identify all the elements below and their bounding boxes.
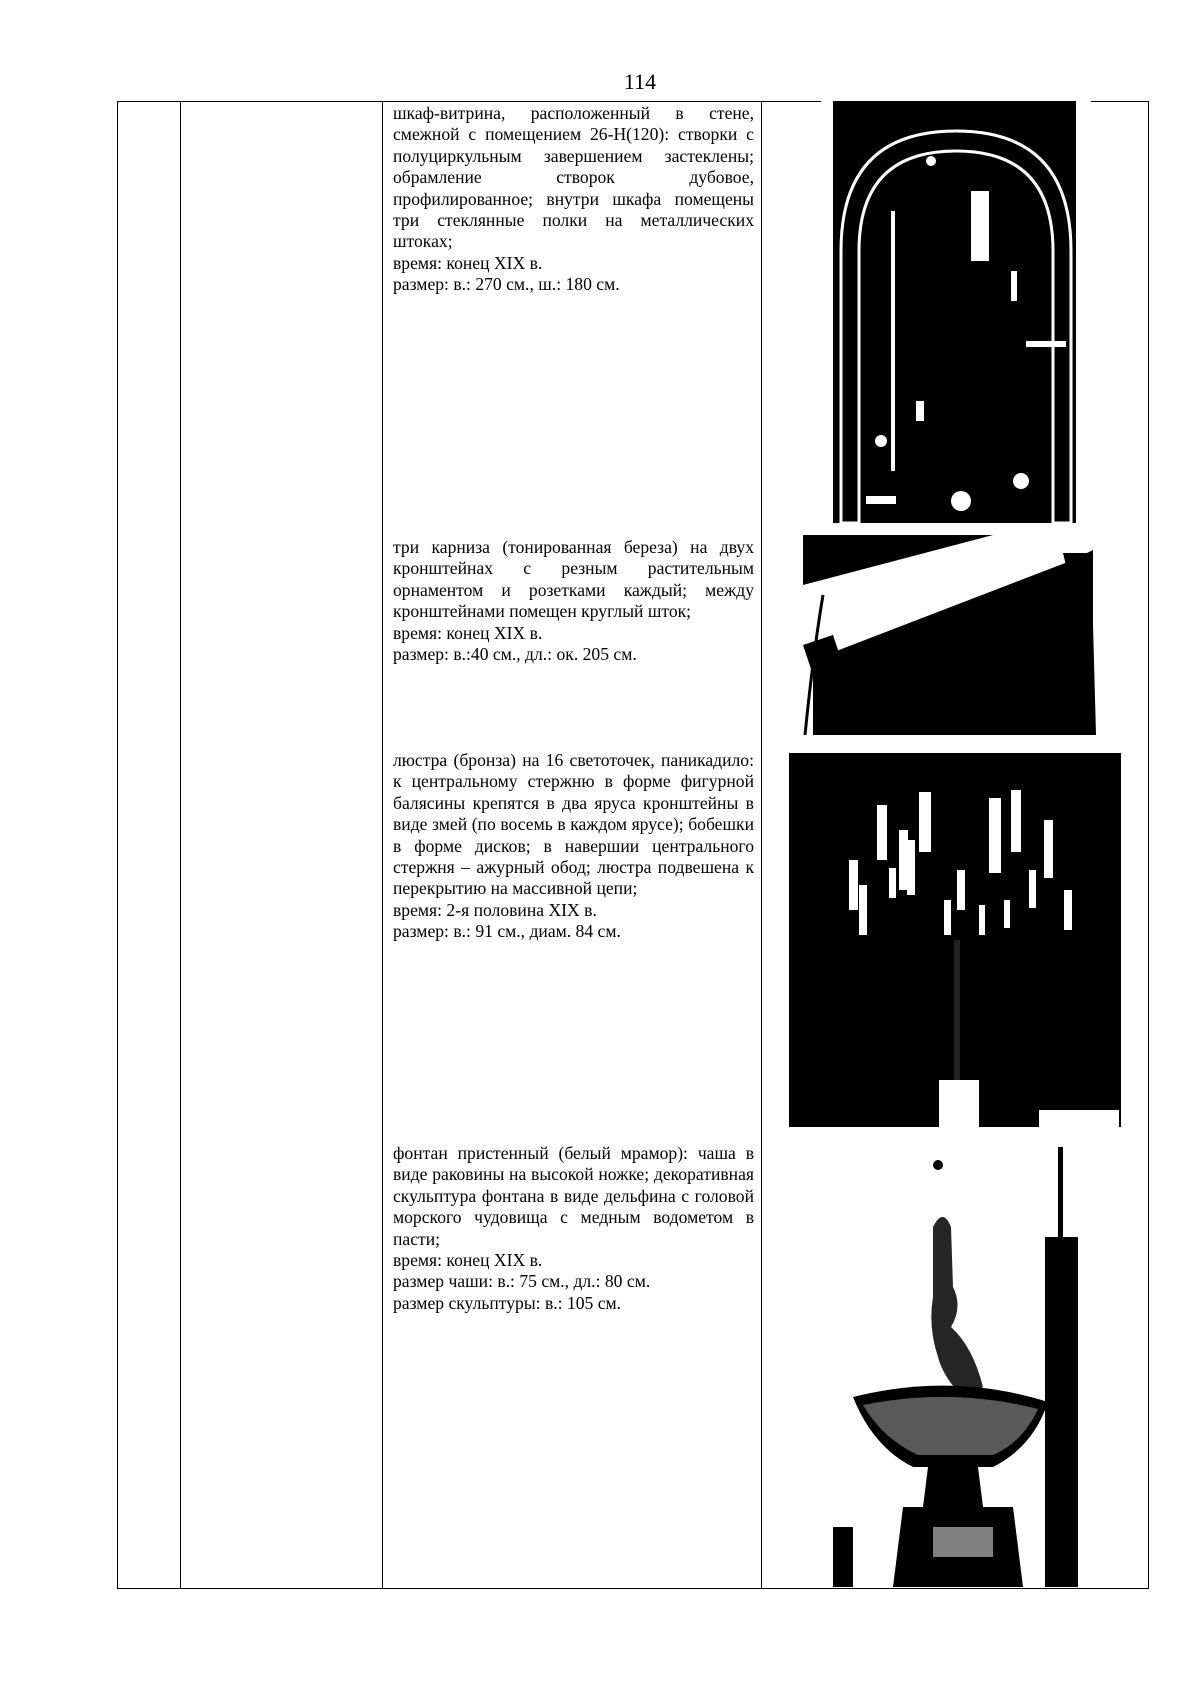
- entry-size: размер чаши: в.: 75 см., дл.: 80 см.: [393, 1271, 651, 1292]
- entry-description: фонтан пристенный (белый мрамор): чаша в виде раковины на высокой ножке; декоративная скульптура фонтана в виде дельфина с головой морского чудовища с медным водометом в пасти;: [393, 1143, 754, 1249]
- entry-description: три карниза (тонированная береза) на двух кронштейнах с резным растительным орнаментом и розетками каждый; между кронштейнами помещен круглый шток;: [393, 537, 754, 622]
- entry-time: время: конец XIX в.: [393, 252, 543, 273]
- entry-description: люстра (бронза) на 16 светоточек, паникадило: к центральному стержню в форме фигурной балясины крепятся в два яруса кронштейны в виде змей (по восемь в каждом ярусе); бобешки в форме дисков; в навершии центрального стержня – ажурный обод; люстра подвешена к перекрытию на массивной цепи;: [393, 750, 754, 899]
- cabinet-photo: [821, 101, 1091, 523]
- entry-size: размер: в.:40 см., дл.: ок. 205 см.: [393, 644, 637, 665]
- entry-time: время: 2-я половина XIX в.: [393, 899, 597, 920]
- entry-size-sculpture: размер скульптуры: в.: 105 см.: [393, 1292, 622, 1313]
- entry-cabinet: [393, 103, 754, 296]
- cornice-photo: [793, 535, 1096, 735]
- entry-time: время: конец XIX в.: [393, 622, 543, 643]
- entry-size: размер: в.: 270 см., ш.: 180 см.: [393, 274, 620, 295]
- page-number: 114: [623, 69, 657, 94]
- entry-description: шкаф-витрина, расположенный в стене, смежной с помещением 26-Н(120): створки с полуциркульным завершением застеклены; обрамление створок дубовое, профилированное; внутри шкафа помещены три стеклянные полки на металлических штоках;: [393, 103, 754, 252]
- entry-size: размер: в.: 91 см., диам. 84 см.: [393, 921, 621, 942]
- entry-chandelier: [393, 750, 754, 943]
- column-divider: [761, 101, 762, 1589]
- entry-fountain: [393, 1143, 754, 1314]
- column-divider: [382, 101, 383, 1589]
- entry-time: время: конец XIX в.: [393, 1250, 543, 1271]
- entry-cornices: [393, 537, 754, 665]
- fountain-photo: [833, 1147, 1078, 1587]
- column-divider: [180, 101, 181, 1589]
- chandelier-photo: [789, 750, 1121, 1127]
